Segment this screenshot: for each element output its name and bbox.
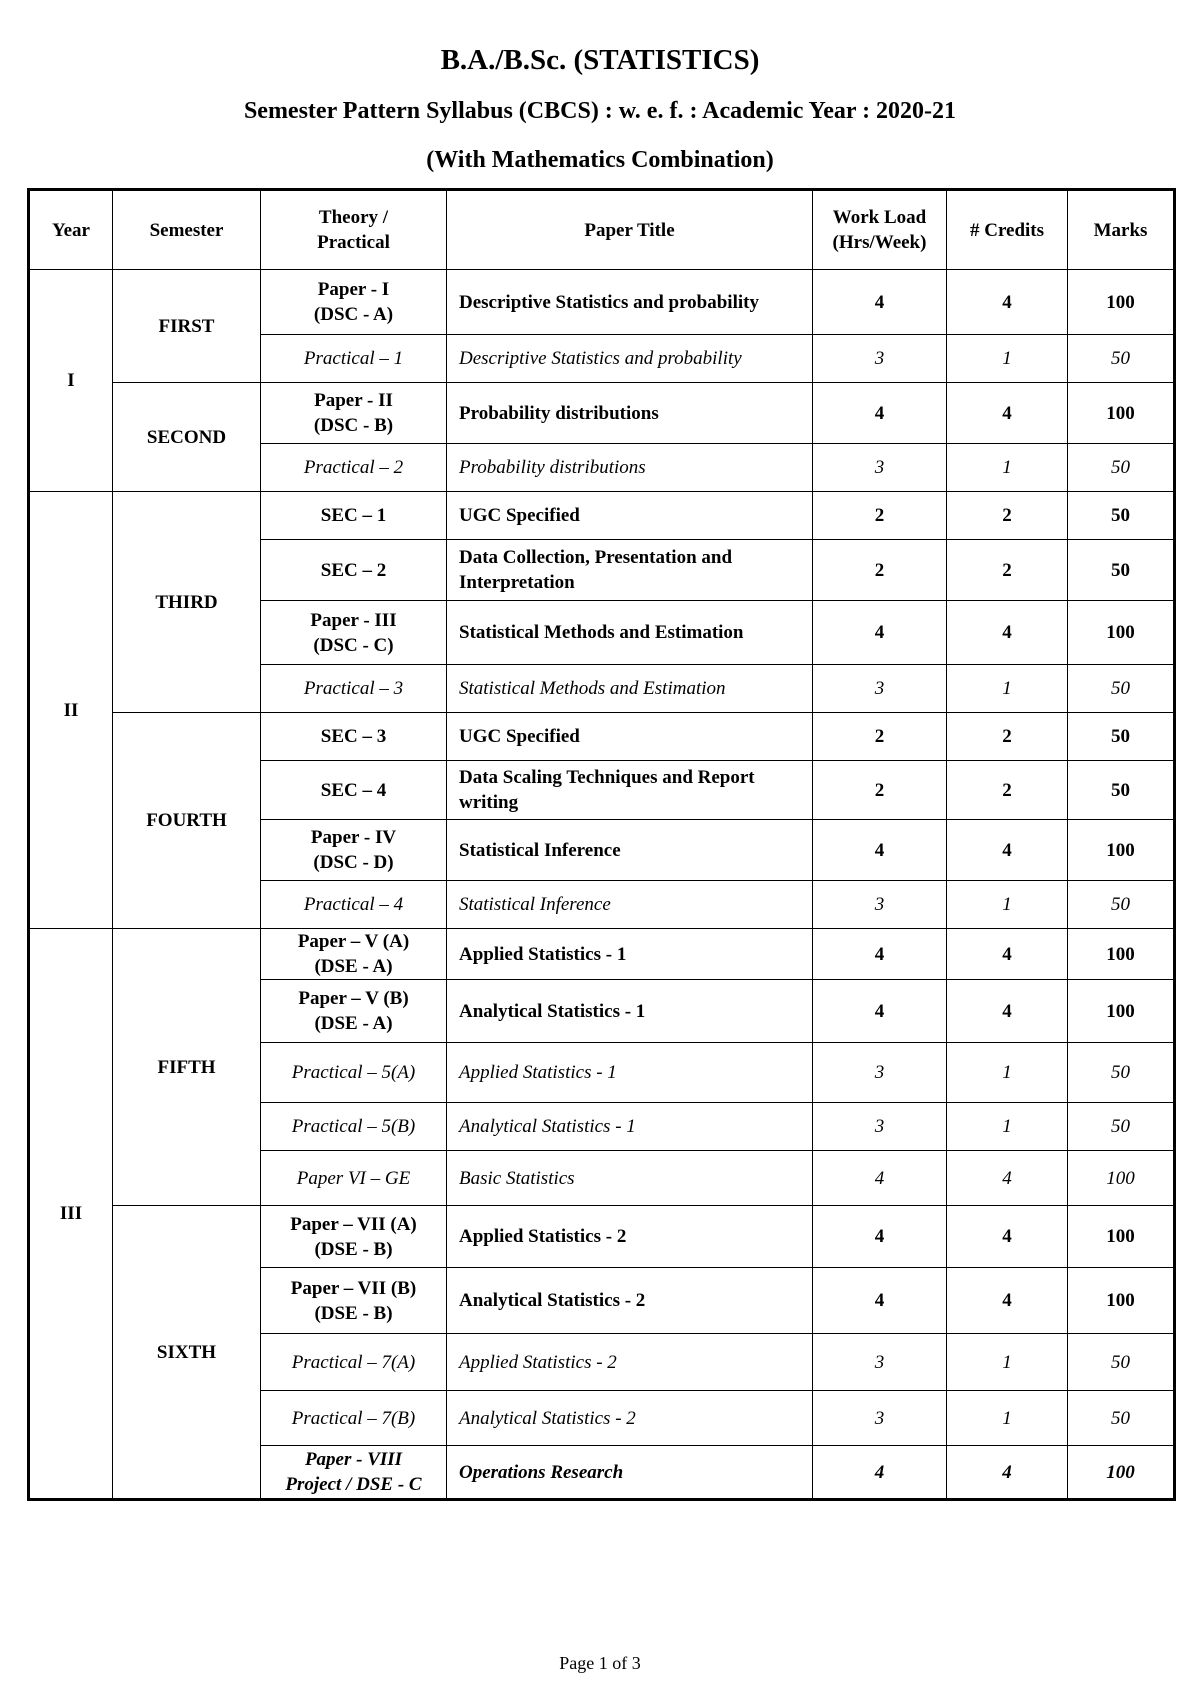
- marks-cell: 100: [1068, 1268, 1175, 1334]
- table-row: [29, 1206, 1175, 1268]
- paper-code-cell: [261, 1334, 447, 1391]
- paper-code-line1: SEC – 2: [320, 559, 387, 581]
- paper-code-line2: (DSE - B): [314, 1238, 393, 1260]
- paper-code-line2: (DSE - A): [314, 1013, 393, 1034]
- workload-cell: 3: [813, 1391, 947, 1446]
- col-workload-line2: (Hrs/Week): [832, 232, 927, 253]
- workload-cell: 4: [813, 1206, 947, 1268]
- workload-cell: 3: [813, 335, 947, 383]
- paper-code-cell: [261, 1268, 447, 1334]
- credits-cell: 1: [947, 444, 1068, 492]
- year-cell: III: [29, 929, 113, 1500]
- paper-code-line1: Paper - IV: [310, 827, 397, 848]
- workload-cell: 4: [813, 929, 947, 980]
- col-marks: Marks: [1068, 190, 1175, 270]
- paper-code-line1: Practical – 1: [303, 348, 404, 369]
- paper-code-line2: (DSC - C): [313, 634, 394, 656]
- combination-note: (With Mathematics Combination): [426, 147, 774, 173]
- paper-code-cell: [261, 601, 447, 665]
- credits-cell: 4: [947, 1268, 1068, 1334]
- paper-title-cell: Descriptive Statistics and probability: [447, 270, 813, 335]
- marks-cell: 50: [1068, 444, 1175, 492]
- paper-code-line1: Paper – V (A): [297, 931, 410, 952]
- semester-cell: SECOND: [113, 383, 261, 492]
- paper-title-cell: Operations Research: [447, 1446, 813, 1500]
- semester-cell: FOURTH: [113, 713, 261, 929]
- paper-code-line1: Practical – 7(B): [291, 1407, 416, 1429]
- marks-cell: 50: [1068, 1043, 1175, 1103]
- credits-cell: 1: [947, 665, 1068, 713]
- credits-cell: 4: [947, 1206, 1068, 1268]
- paper-code-line1: Paper - II: [314, 390, 393, 411]
- semester-cell: SIXTH: [113, 1206, 261, 1500]
- marks-cell: 100: [1068, 820, 1175, 881]
- credits-cell: 4: [947, 980, 1068, 1043]
- semester-cell: FIFTH: [113, 929, 261, 1206]
- marks-cell: 100: [1068, 1206, 1175, 1268]
- marks-cell: 50: [1068, 540, 1175, 601]
- paper-title-cell: Applied Statistics - 1: [447, 929, 813, 980]
- paper-code-line1: Paper - VIII: [304, 1449, 403, 1470]
- paper-title-cell: Probability distributions: [447, 444, 813, 492]
- paper-title-cell: Analytical Statistics - 2: [447, 1268, 813, 1334]
- paper-code-cell: [261, 820, 447, 881]
- workload-cell: 2: [813, 761, 947, 820]
- marks-cell: 50: [1068, 881, 1175, 929]
- paper-code-line1: Paper – VII (A): [290, 1213, 417, 1235]
- credits-cell: 2: [947, 761, 1068, 820]
- paper-code-line1: Practical – 5(A): [291, 1062, 416, 1083]
- paper-code-line2: (DSC - A): [313, 304, 394, 325]
- paper-code-cell: [261, 1043, 447, 1103]
- year-cell: I: [29, 270, 113, 492]
- page-number: Page 1 of 3: [559, 1653, 641, 1673]
- paper-code-line1: Practical – 4: [303, 894, 404, 915]
- workload-cell: 4: [813, 820, 947, 881]
- workload-cell: 4: [813, 601, 947, 665]
- col-paper-title: Paper Title: [447, 190, 813, 270]
- paper-code-cell: [261, 980, 447, 1043]
- credits-cell: 1: [947, 1103, 1068, 1151]
- paper-title-cell: UGC Specified: [447, 492, 813, 540]
- paper-title-cell: Statistical Inference: [447, 820, 813, 881]
- paper-code-line1: SEC – 1: [320, 505, 387, 526]
- paper-code-line2: (DSE - A): [314, 956, 393, 977]
- marks-cell: 50: [1068, 1103, 1175, 1151]
- marks-cell: 100: [1068, 929, 1175, 980]
- paper-code-line2: (DSC - D): [313, 852, 394, 873]
- paper-code-cell: [261, 1151, 447, 1206]
- credits-cell: 4: [947, 929, 1068, 980]
- paper-code-cell: [261, 1446, 447, 1500]
- table-row: [29, 929, 1175, 980]
- paper-title-cell: Applied Statistics - 1: [447, 1043, 813, 1103]
- paper-code-line1: Paper - III: [310, 609, 397, 631]
- marks-cell: 50: [1068, 1334, 1175, 1391]
- workload-cell: 4: [813, 1151, 947, 1206]
- paper-title-cell: Statistical Methods and Estimation: [447, 601, 813, 665]
- paper-code-line2: (DSE - B): [314, 1302, 393, 1324]
- col-theory-line2: Practical: [317, 232, 390, 253]
- credits-cell: 4: [947, 1446, 1068, 1500]
- credits-cell: 1: [947, 881, 1068, 929]
- paper-code-cell: [261, 335, 447, 383]
- workload-cell: 4: [813, 383, 947, 444]
- paper-code-cell: [261, 444, 447, 492]
- marks-cell: 50: [1068, 1391, 1175, 1446]
- workload-cell: 2: [813, 492, 947, 540]
- workload-cell: 3: [813, 444, 947, 492]
- workload-cell: 4: [813, 1268, 947, 1334]
- credits-cell: 4: [947, 383, 1068, 444]
- paper-code-line1: Practical – 7(A): [291, 1351, 416, 1373]
- paper-title-cell: Statistical Methods and Estimation: [447, 665, 813, 713]
- paper-code-line1: SEC – 4: [320, 779, 387, 801]
- col-theory-line1: Theory /: [318, 207, 389, 228]
- paper-code-line1: Practical – 3: [303, 678, 404, 699]
- workload-cell: 3: [813, 1103, 947, 1151]
- workload-cell: 2: [813, 713, 947, 761]
- marks-cell: 100: [1068, 270, 1175, 335]
- marks-cell: 50: [1068, 761, 1175, 820]
- col-workload-line1: Work Load: [832, 207, 927, 228]
- paper-code-cell: [261, 761, 447, 820]
- credits-cell: 4: [947, 601, 1068, 665]
- credits-cell: 4: [947, 1151, 1068, 1206]
- credits-cell: 4: [947, 270, 1068, 335]
- credits-cell: 1: [947, 335, 1068, 383]
- paper-code-line1: Paper - I: [317, 279, 390, 300]
- header-row: [29, 190, 1175, 270]
- col-workload: [813, 190, 947, 270]
- paper-title-cell: Probability distributions: [447, 383, 813, 444]
- paper-code-cell: [261, 1103, 447, 1151]
- paper-code-cell: [261, 1206, 447, 1268]
- credits-cell: 2: [947, 492, 1068, 540]
- paper-code-line2: Project / DSE - C: [285, 1474, 422, 1495]
- paper-code-line1: Paper VI – GE: [296, 1167, 411, 1189]
- marks-cell: 50: [1068, 665, 1175, 713]
- paper-title-cell: Descriptive Statistics and probability: [447, 335, 813, 383]
- workload-cell: 3: [813, 1043, 947, 1103]
- table-row: [29, 270, 1175, 335]
- workload-cell: 4: [813, 980, 947, 1043]
- credits-cell: 2: [947, 713, 1068, 761]
- paper-code-cell: [261, 713, 447, 761]
- credits-cell: 1: [947, 1334, 1068, 1391]
- document-subtitle: Semester Pattern Syllabus (CBCS) : w. e. f. : Academic Year : 2020-21: [243, 98, 957, 124]
- paper-title-cell: Basic Statistics: [447, 1151, 813, 1206]
- paper-code-cell: [261, 881, 447, 929]
- workload-cell: 2: [813, 540, 947, 601]
- table-body: [29, 270, 1175, 1500]
- document-title: B.A./B.Sc. (STATISTICS): [440, 44, 760, 76]
- paper-title-cell: Applied Statistics - 2: [447, 1206, 813, 1268]
- paper-code-cell: [261, 270, 447, 335]
- paper-code-cell: [261, 665, 447, 713]
- year-cell: II: [29, 492, 113, 929]
- paper-title-cell: Statistical Inference: [447, 881, 813, 929]
- table-row: [29, 492, 1175, 540]
- paper-title-cell: Data Scaling Techniques and Report writing: [447, 761, 813, 820]
- col-credits: # Credits: [947, 190, 1068, 270]
- marks-cell: 50: [1068, 492, 1175, 540]
- marks-cell: 100: [1068, 601, 1175, 665]
- marks-cell: 100: [1068, 1446, 1175, 1500]
- paper-code-cell: [261, 929, 447, 980]
- paper-code-line1: Paper – V (B): [298, 988, 409, 1009]
- paper-code-line2: (DSC - B): [313, 415, 394, 436]
- credits-cell: 2: [947, 540, 1068, 601]
- credits-cell: 1: [947, 1391, 1068, 1446]
- paper-title-cell: UGC Specified: [447, 713, 813, 761]
- marks-cell: 100: [1068, 1151, 1175, 1206]
- col-year: Year: [29, 190, 113, 270]
- col-theory-practical: [261, 190, 447, 270]
- semester-cell: FIRST: [113, 270, 261, 383]
- paper-title-cell: Applied Statistics - 2: [447, 1334, 813, 1391]
- workload-cell: 3: [813, 1334, 947, 1391]
- marks-cell: 50: [1068, 713, 1175, 761]
- workload-cell: 4: [813, 1446, 947, 1500]
- semester-cell: THIRD: [113, 492, 261, 713]
- credits-cell: 1: [947, 1043, 1068, 1103]
- paper-title-cell: Analytical Statistics - 2: [447, 1391, 813, 1446]
- paper-code-line1: SEC – 3: [320, 726, 387, 747]
- credits-cell: 4: [947, 820, 1068, 881]
- workload-cell: 4: [813, 270, 947, 335]
- paper-code-cell: [261, 540, 447, 601]
- col-semester: Semester: [113, 190, 261, 270]
- paper-title-cell: Analytical Statistics - 1: [447, 980, 813, 1043]
- workload-cell: 3: [813, 665, 947, 713]
- paper-code-cell: [261, 492, 447, 540]
- table-row: [29, 713, 1175, 761]
- paper-code-cell: [261, 1391, 447, 1446]
- marks-cell: 100: [1068, 980, 1175, 1043]
- marks-cell: 50: [1068, 335, 1175, 383]
- paper-code-cell: [261, 383, 447, 444]
- marks-cell: 100: [1068, 383, 1175, 444]
- paper-code-line1: Paper – VII (B): [290, 1277, 417, 1299]
- syllabus-table: [27, 188, 1176, 1501]
- workload-cell: 3: [813, 881, 947, 929]
- paper-title-cell: Analytical Statistics - 1: [447, 1103, 813, 1151]
- paper-code-line1: Practical – 5(B): [291, 1116, 416, 1137]
- table-row: [29, 383, 1175, 444]
- paper-code-line1: Practical – 2: [303, 457, 404, 478]
- paper-title-cell: Data Collection, Presentation and Interpretation: [447, 540, 813, 601]
